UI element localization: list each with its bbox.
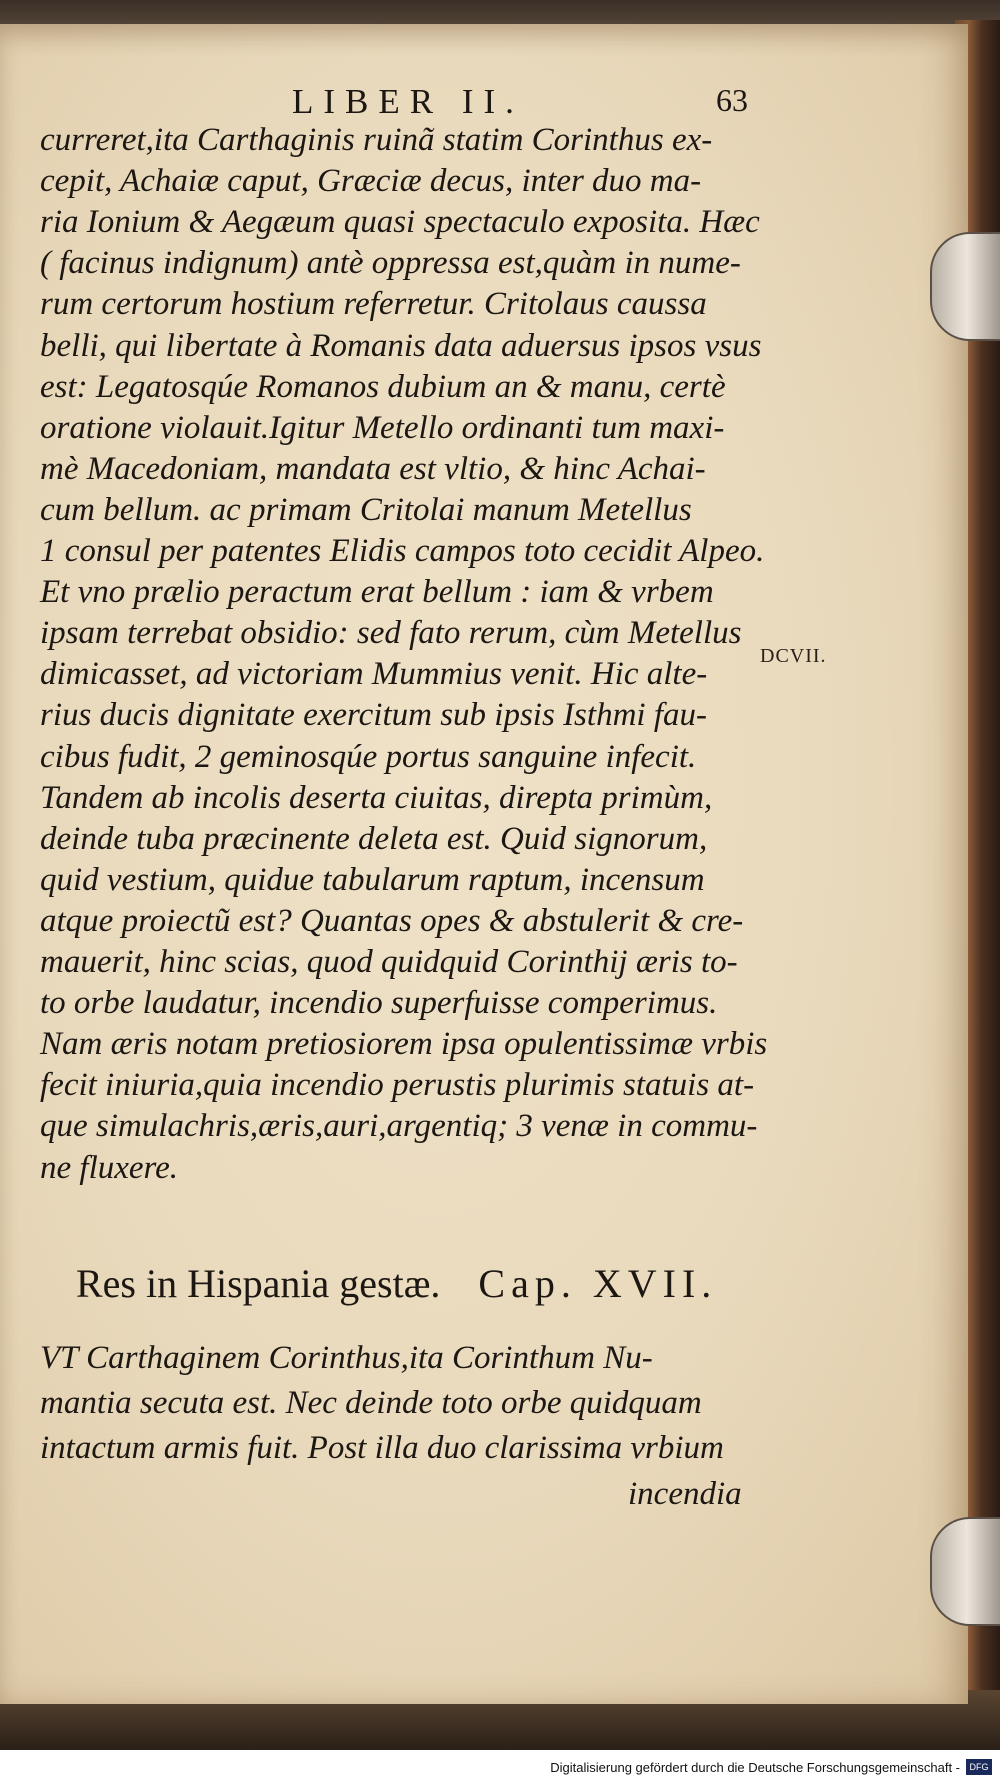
text-line: fecit iniuria,quia incendio perustis plurimis statuis at- <box>40 1067 755 1104</box>
text-line: mantia secuta est. Nec deinde toto orbe quidquam <box>40 1385 702 1421</box>
footer-bar <box>0 1750 1000 1787</box>
text-line: atque proiectũ est? Quantas opes & abstulerit & cre- <box>40 902 744 939</box>
text-line: Nam æris notam pretiosiorem ipsa opulentissimæ vrbis <box>40 1026 768 1063</box>
text-line: belli, qui libertate à Romanis data aduersus ipsos vsus <box>40 327 762 364</box>
text-line: ne fluxere. <box>40 1149 179 1186</box>
text-line: curreret,ita Carthaginis ruinã statim Corinthus ex- <box>40 122 713 158</box>
margin-note: DCVII. <box>760 645 827 667</box>
text-line: que simulachris,æris,auri,argentiq; 3 venæ in commu- <box>40 1108 758 1145</box>
text-line: deinde tuba præcinente deleta est. Quid signorum, <box>40 820 708 857</box>
text-line: mè Macedoniam, mandata est vltio, & hinc Achai- <box>40 450 706 487</box>
page-clip-top <box>930 232 1000 341</box>
text-line: cepit, Achaiæ caput, Græciæ decus, inter duo ma- <box>40 163 702 200</box>
chapter-title: Res in Hispania gestæ. <box>76 1261 441 1306</box>
chapter-heading <box>76 1260 717 1307</box>
text-line: 1 consul per patentes Elidis campos toto cecidit Alpeo. <box>40 533 765 569</box>
text-line: rius ducis dignitate exercitum sub ipsis Isthmi fau- <box>40 697 707 734</box>
text-line: cibus fudit, 2 geminosqúe portus sanguine infecit. <box>40 738 697 775</box>
text-line: oratione violauit.Igitur Metello ordinanti tum maxi- <box>40 409 725 446</box>
page-number: 63 <box>716 82 748 118</box>
text-line: VT Carthaginem Corinthus,ita Corinthum Nu- <box>40 1340 653 1376</box>
text-line: to orbe laudatur, incendio superfuisse comperimus. <box>40 985 718 1022</box>
catchword: incendia <box>628 1476 742 1512</box>
dfg-logo-icon: DFG <box>966 1759 992 1775</box>
text-line: intactum armis fuit. Post illa duo clarissima vrbium <box>40 1430 724 1466</box>
text-line: mauerit, hinc scias, quod quidquid Corinthij æris to- <box>40 944 738 980</box>
running-title: LIBER II. <box>292 82 524 121</box>
page-clip-bottom <box>930 1517 1000 1626</box>
text-line: cum bellum. ac primam Critolai manum Metellus <box>40 491 692 528</box>
text-line: ria Ionium & Aegæum quasi spectaculo exposita. Hæc <box>40 204 760 241</box>
text-line: rum certorum hostium referretur. Critolaus caussa <box>40 286 707 323</box>
chapter-number: Cap. XVII. <box>478 1261 718 1306</box>
text-line: quid vestium, quidue tabularum raptum, incensum <box>40 861 705 898</box>
text-line: dimicasset, ad victoriam Mummius venit. Hic alte- <box>40 656 708 693</box>
text-line: ( facinus indignum) antè oppressa est,quàm in nume- <box>40 245 741 282</box>
text-line: est: Legatosqúe Romanos dubium an & manu, certè <box>40 368 726 405</box>
text-line: Tandem ab incolis deserta ciuitas, direpta primùm, <box>40 779 713 816</box>
text-line: ipsam terrebat obsidio: sed fato rerum, cùm Metellus <box>40 615 742 652</box>
footer-credit: Digitalisierung gefördert durch die Deutsche Forschungsgemeinschaft - <box>550 1760 960 1775</box>
text-line: Et vno prælio peractum erat bellum : iam & vrbem <box>40 574 714 611</box>
